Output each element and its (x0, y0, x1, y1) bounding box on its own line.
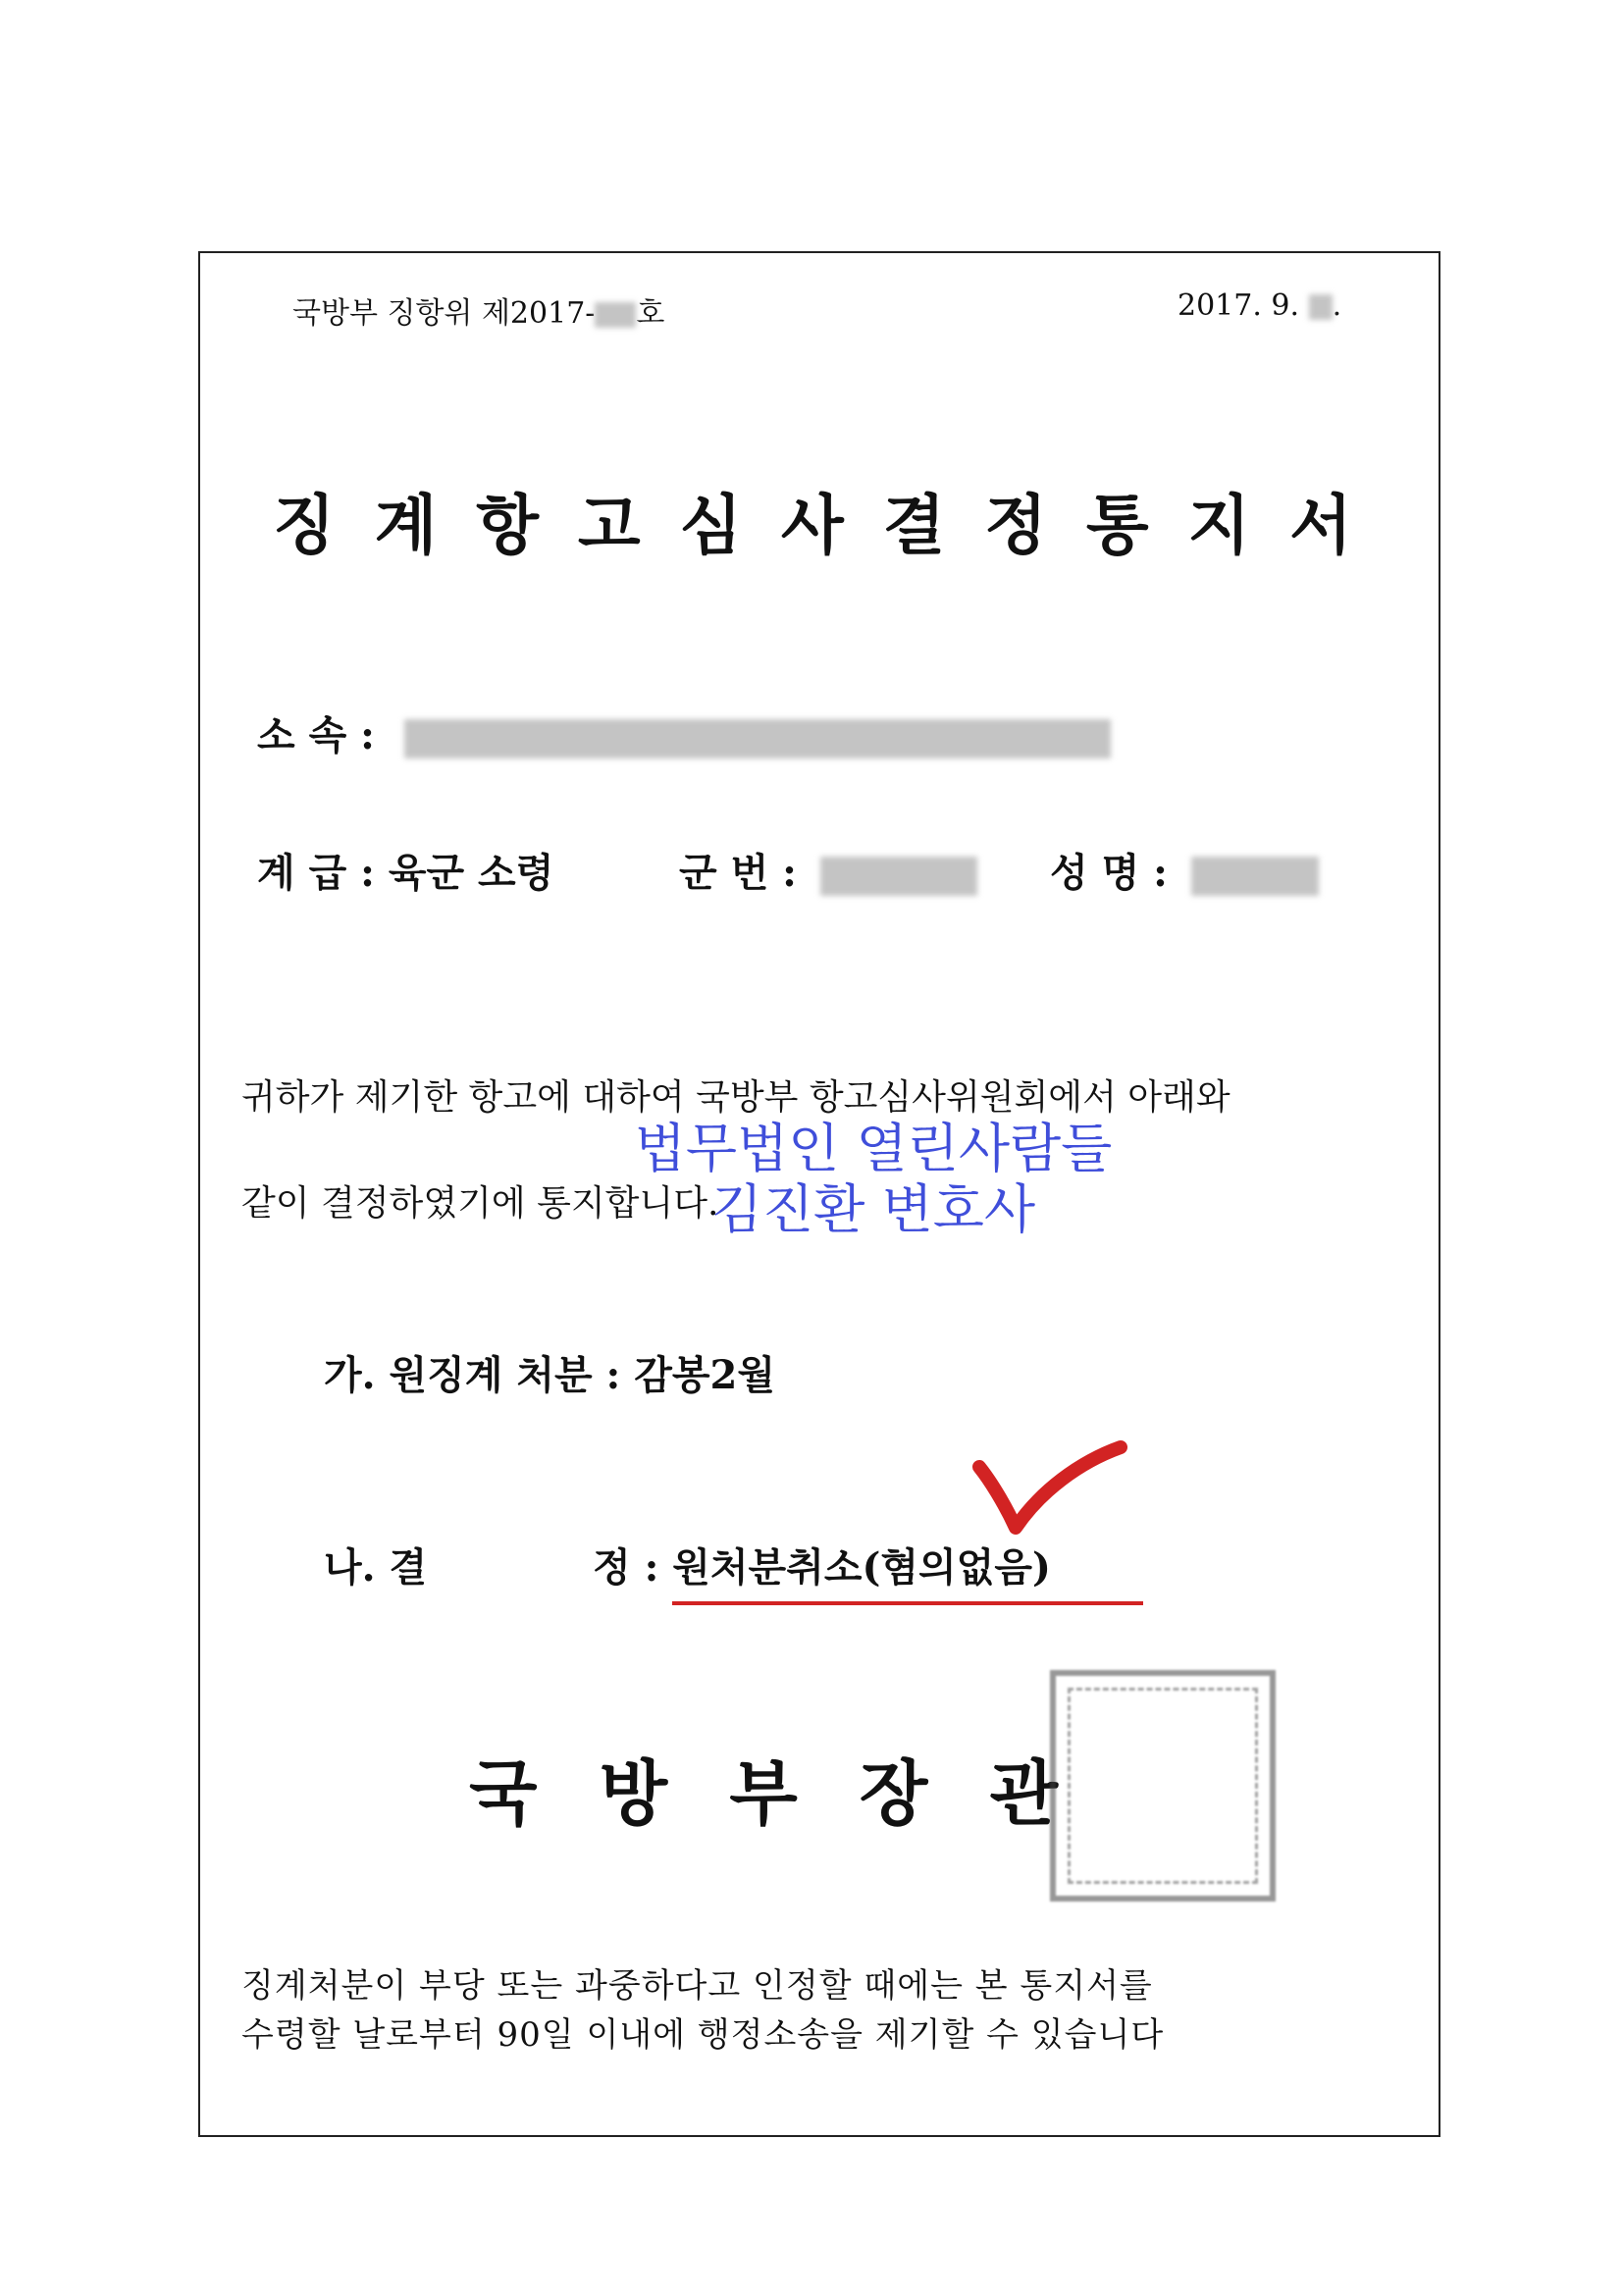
document-title: 징 계 항 고 심 사 결 정 통 지 서 (273, 487, 1352, 563)
original-disposition-label: 가. 원징계 처분 : (324, 1352, 621, 1398)
notice-line-1: 징계처분이 부당 또는 과중하다고 인정할 때에는 본 통지서를 (241, 1966, 1153, 2006)
law-firm-watermark (432, 1119, 1315, 1240)
decision-label-left: 나. 결 (324, 1544, 428, 1591)
redacted-day (1309, 294, 1333, 320)
original-disposition-row (324, 1344, 775, 1400)
decision-value: 원처분취소(혐의없음) (672, 1544, 1051, 1591)
body-line-1: 귀하가 제기한 항고에 대하여 국방부 항고심사위원회에서 아래와 (241, 1077, 1230, 1118)
service-number-label: 군 번 : (679, 850, 797, 896)
affiliation-row (257, 704, 1111, 760)
checkmark-icon (971, 1437, 1128, 1545)
decision-underline (672, 1601, 1143, 1605)
original-disposition-value: 감봉2월 (634, 1352, 776, 1398)
official-seal-stamp (1050, 1670, 1276, 1902)
notice-line-2: 수령할 날로부터 90일 이내에 행정소송을 제기할 수 있습니다 (241, 2015, 1165, 2055)
rank-value: 육군 소령 (388, 850, 554, 896)
redacted-service-number (820, 857, 977, 896)
watermark-line-2: 김진환 변호사 (710, 1178, 1036, 1240)
rank-label: 계 급 : (257, 850, 375, 896)
watermark-line-1: 법무법인 열린사람들 (634, 1118, 1113, 1179)
redacted-number (595, 302, 636, 328)
minister-signature: 국 방 부 장 관 (469, 1751, 1058, 1835)
document-number: 국방부 징항위 제2017- 호 (292, 296, 665, 331)
decision-label-right: 정 : (593, 1544, 659, 1591)
affiliation-label: 소 속 : (257, 712, 375, 758)
rank-row (257, 842, 553, 898)
body-line-2: 같이 결정하였기에 통지합니다. (241, 1183, 719, 1224)
name-row (1050, 842, 1319, 898)
redacted-affiliation (404, 719, 1111, 758)
redacted-name (1191, 857, 1319, 896)
document-date: 2017. 9. . (1178, 288, 1342, 323)
name-label: 성 명 : (1050, 850, 1168, 896)
service-number-row (679, 842, 977, 898)
